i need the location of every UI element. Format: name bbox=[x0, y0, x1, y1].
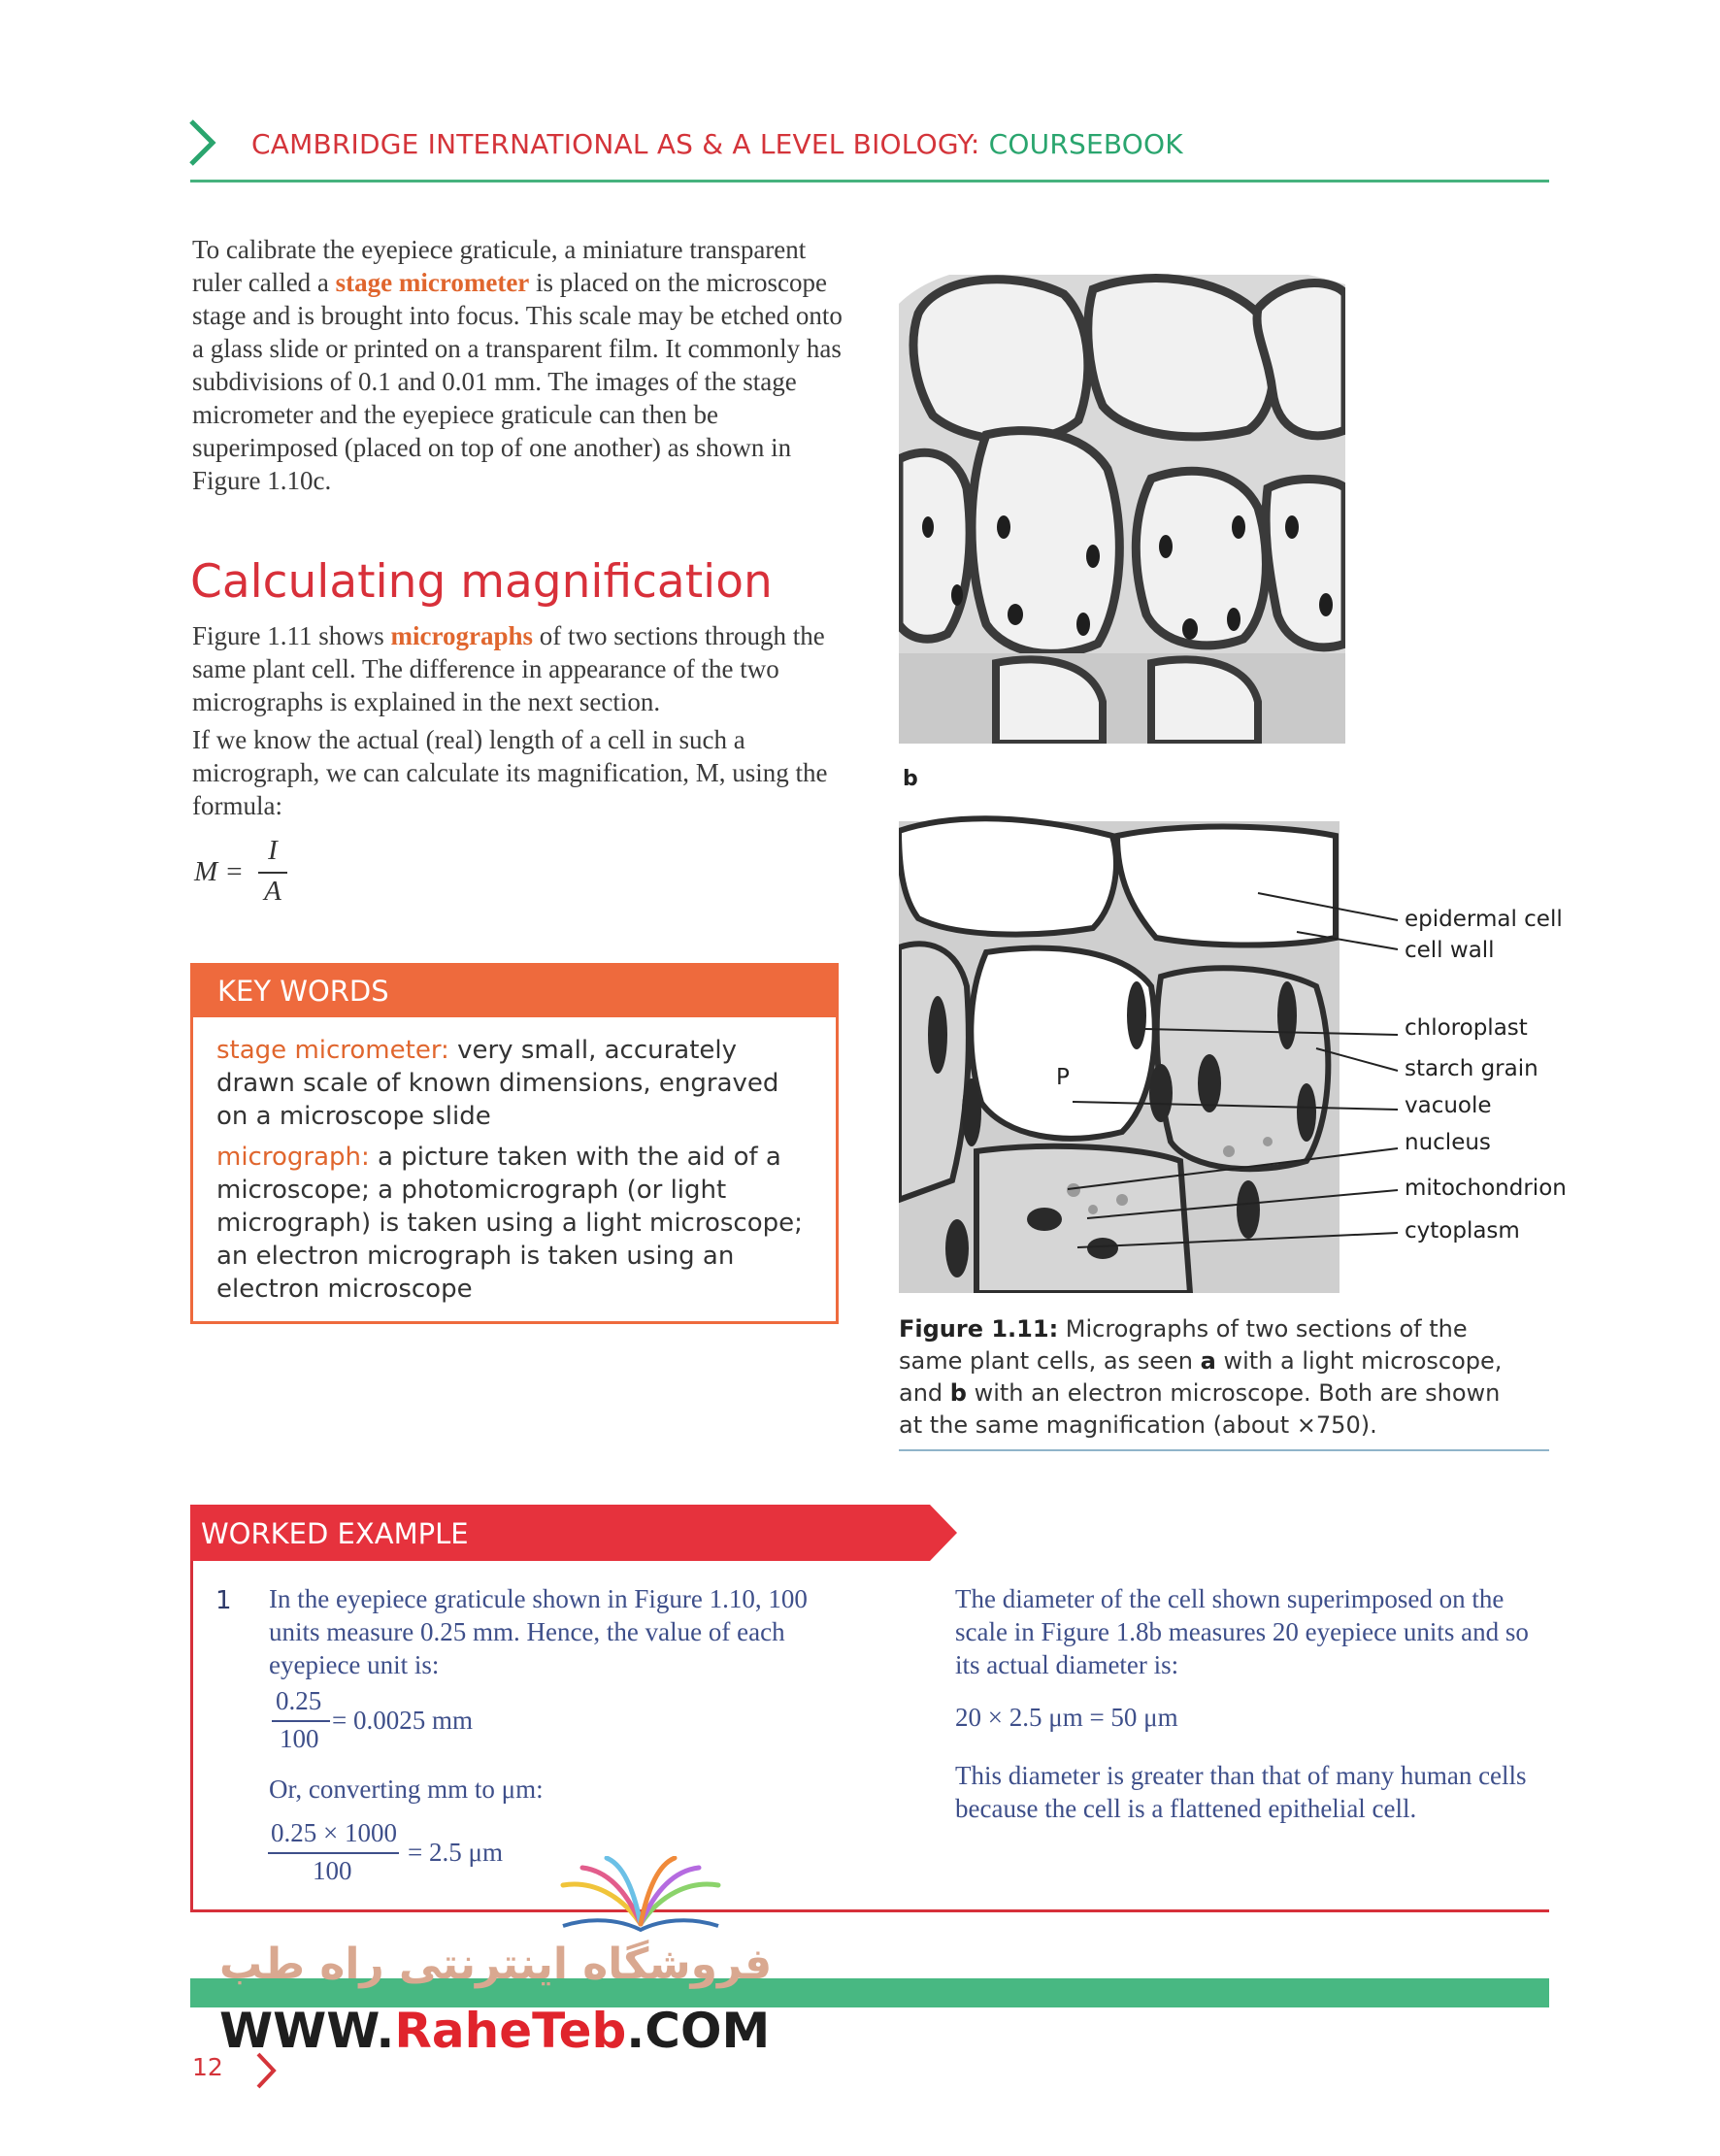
calc1-numerator: 0.25 bbox=[276, 1686, 322, 1715]
watermark-persian-text: فروشگاه اینترنتی راه طب bbox=[219, 1940, 773, 1989]
figure-label: mitochondrion bbox=[1405, 1176, 1567, 1201]
caption-panel-a: a bbox=[1200, 1347, 1216, 1375]
calc1-result: = 0.0025 mm bbox=[332, 1706, 473, 1735]
calc2-denominator: 100 bbox=[313, 1856, 352, 1885]
key-words-header bbox=[190, 963, 839, 1017]
figure-panel-b-letter: b bbox=[903, 767, 918, 791]
fraction-bar bbox=[258, 872, 287, 874]
watermark-url bbox=[219, 2003, 770, 2059]
header-subtitle: COURSEBOOK bbox=[979, 128, 1183, 160]
calc1-denominator: 100 bbox=[280, 1724, 319, 1753]
example-answer-paragraph-1: The diameter of the cell shown superimposed on the scale in Figure 1.8b measures 20 eyepiece units and so its actual diameter is: bbox=[955, 1584, 1529, 1679]
example-number: 1 bbox=[215, 1586, 232, 1615]
caption-text: with a light microscope, and bbox=[899, 1347, 1503, 1407]
chevron-right-icon bbox=[187, 118, 216, 167]
figure-label: nucleus bbox=[1405, 1130, 1491, 1155]
calc1-fraction-bar bbox=[272, 1720, 330, 1722]
worked-example-bottom-rule bbox=[190, 1909, 1549, 1912]
page-number: 12 bbox=[192, 2053, 223, 2081]
key-words-heading: KEY WORDS bbox=[217, 975, 389, 1008]
running-header bbox=[251, 128, 1183, 160]
key-word-item bbox=[216, 1034, 818, 1133]
open-book-logo-icon bbox=[553, 1856, 728, 1934]
intro-paragraph bbox=[192, 233, 847, 497]
worked-example-heading: WORKED EXAMPLE bbox=[201, 1517, 469, 1550]
figure-label: vacuole bbox=[1405, 1093, 1492, 1118]
example-answer-paragraph-2: This diameter is greater than that of many human cells because the cell is a flattened epithelial cell. bbox=[955, 1761, 1527, 1823]
url-brand: RaheTeb bbox=[394, 2003, 627, 2059]
example-question: In the eyepiece graticule shown in Figure 1.10, 100 units measure 0.25 mm. Hence, the value of each eyepiece unit is: bbox=[269, 1584, 808, 1679]
calc2-numerator: 0.25 × 1000 bbox=[271, 1818, 397, 1847]
formula-numerator: I bbox=[268, 835, 278, 866]
caption-text: Micrographs of two sections of the same plant cells, as seen bbox=[899, 1315, 1468, 1375]
formula-denominator: A bbox=[264, 876, 281, 907]
figure-caption bbox=[899, 1313, 1520, 1442]
key-word-definition: very small, accurately drawn scale of known dimensions, engraved on a microscope slide bbox=[216, 1036, 779, 1131]
section-paragraph-1 bbox=[192, 619, 847, 718]
key-word-term: micrograph: bbox=[216, 1143, 370, 1172]
conversion-text: Or, converting mm to μm: bbox=[269, 1775, 544, 1804]
micrograph-marker-p: P bbox=[1056, 1065, 1070, 1090]
header-rule bbox=[190, 180, 1549, 182]
section-text-1: Figure 1.11 shows bbox=[192, 621, 391, 650]
intro-text-2: is placed on the microscope stage and is brought into focus. This scale may be etched onto a glass slide or printed on a transparent film. It commonly has subdivisions of 0.1 and 0.01 mm. The images of the stage micrometer and the eyepiece graticule can then be superimposed (placed on top of one another) as shown in Figure 1.10c. bbox=[192, 268, 843, 495]
header-title: CAMBRIDGE INTERNATIONAL AS & A LEVEL BIOLOGY: bbox=[251, 128, 980, 160]
figure-label: chloroplast bbox=[1405, 1015, 1528, 1041]
figure-label: cell wall bbox=[1405, 938, 1495, 963]
caption-title: Figure 1.11: bbox=[899, 1315, 1059, 1343]
section-heading: Calculating magnification bbox=[190, 555, 773, 609]
figure-label: cytoplasm bbox=[1405, 1218, 1520, 1244]
electron-micrograph-image bbox=[899, 792, 1340, 1293]
calc2-fraction-bar bbox=[268, 1852, 399, 1854]
example-answer-calc: 20 × 2.5 μm = 50 μm bbox=[955, 1703, 1178, 1732]
worked-example-left-rule bbox=[190, 1561, 193, 1912]
caption-text: with an electron microscope. Both are shown at the same magnification (about ×750). bbox=[899, 1379, 1501, 1439]
section-text-2: of two sections through the same plant cell. The difference in appearance of the two micrographs is explained in the next section. bbox=[192, 621, 825, 716]
key-word-definition: a picture taken with the aid of a microscope; a photomicrograph (or light micrograph) is taken using a light microscope; an electron micrograph is taken using an electron microscope bbox=[216, 1143, 803, 1304]
chevron-right-icon bbox=[254, 2051, 278, 2090]
url-suffix: .COM bbox=[626, 2003, 771, 2059]
light-micrograph-image bbox=[899, 236, 1345, 744]
figure-label: epidermal cell bbox=[1405, 907, 1563, 932]
caption-panel-b: b bbox=[949, 1379, 967, 1407]
term-micrographs: micrographs bbox=[390, 621, 534, 650]
caption-rule bbox=[899, 1449, 1549, 1451]
section-paragraph-2: If we know the actual (real) length of a cell in such a micrograph, we can calculate its magnification, M, using the formula: bbox=[192, 725, 828, 820]
key-word-term: stage micrometer: bbox=[216, 1036, 449, 1065]
term-stage-micrometer: stage micrometer bbox=[335, 268, 530, 297]
key-word-item bbox=[216, 1141, 818, 1306]
formula-lhs: M = bbox=[194, 856, 244, 887]
figure-label: starch grain bbox=[1405, 1056, 1538, 1081]
url-prefix: WWW. bbox=[219, 2003, 395, 2059]
calc2-result: = 2.5 μm bbox=[408, 1838, 503, 1867]
intro-text-1: To calibrate the eyepiece graticule, a miniature transparent ruler called a bbox=[192, 235, 807, 297]
